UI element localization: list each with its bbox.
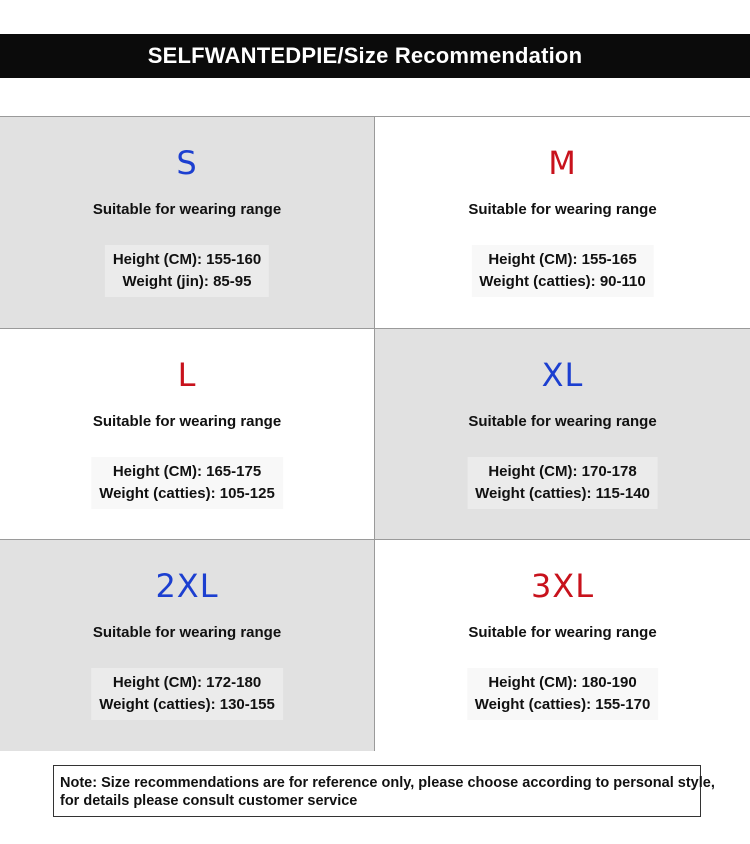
size-label: 3XL	[530, 567, 595, 605]
height-range: Height (CM): 165-175	[112, 463, 262, 480]
suitable-range-label: Suitable for wearing range	[92, 624, 282, 641]
size-label: XL	[541, 356, 584, 394]
weight-range: Weight (jin): 85-95	[122, 273, 252, 290]
suitable-range-label: Suitable for wearing range	[92, 201, 282, 218]
size-cell-s	[0, 117, 375, 329]
note-text-line-2: for details please consult customer service	[60, 793, 358, 809]
weight-range: Weight (catties): 115-140	[475, 485, 650, 502]
size-label: S	[176, 144, 198, 182]
weight-range: Weight (catties): 90-110	[479, 273, 646, 290]
size-cell-3xl	[375, 540, 750, 751]
size-cell-2xl	[0, 540, 375, 751]
size-specs	[467, 668, 659, 720]
weight-range: Weight (catties): 155-170	[474, 696, 651, 713]
size-specs	[91, 457, 283, 509]
suitable-range-label: Suitable for wearing range	[468, 624, 657, 641]
suitable-range-label: Suitable for wearing range	[468, 413, 657, 430]
header-bar	[0, 34, 750, 78]
page-title: SELFWANTEDPIE/Size Recommendation	[147, 43, 583, 68]
height-range: Height (CM): 180-190	[488, 674, 637, 691]
size-label: M	[548, 144, 577, 182]
size-cell-m	[375, 117, 750, 329]
size-note	[53, 765, 715, 817]
height-range: Height (CM): 172-180	[112, 674, 262, 691]
size-specs	[91, 668, 283, 720]
size-grid	[0, 116, 750, 750]
size-specs	[467, 457, 658, 509]
height-range: Height (CM): 155-165	[488, 251, 637, 268]
suitable-range-label: Suitable for wearing range	[92, 413, 282, 430]
size-specs	[105, 245, 269, 297]
size-specs	[471, 245, 653, 297]
height-range: Height (CM): 155-160	[112, 251, 262, 268]
weight-range: Weight (catties): 130-155	[99, 696, 275, 713]
suitable-range-label: Suitable for wearing range	[468, 201, 657, 218]
weight-range: Weight (catties): 105-125	[99, 485, 275, 502]
size-cell-l	[0, 329, 375, 540]
size-label: L	[177, 356, 197, 394]
size-cell-xl	[375, 329, 750, 540]
size-label: 2XL	[155, 567, 219, 605]
height-range: Height (CM): 170-178	[488, 463, 637, 480]
note-text-line-1: Note: Size recommendations are for reference only, please choose according to personal style,	[60, 775, 715, 791]
